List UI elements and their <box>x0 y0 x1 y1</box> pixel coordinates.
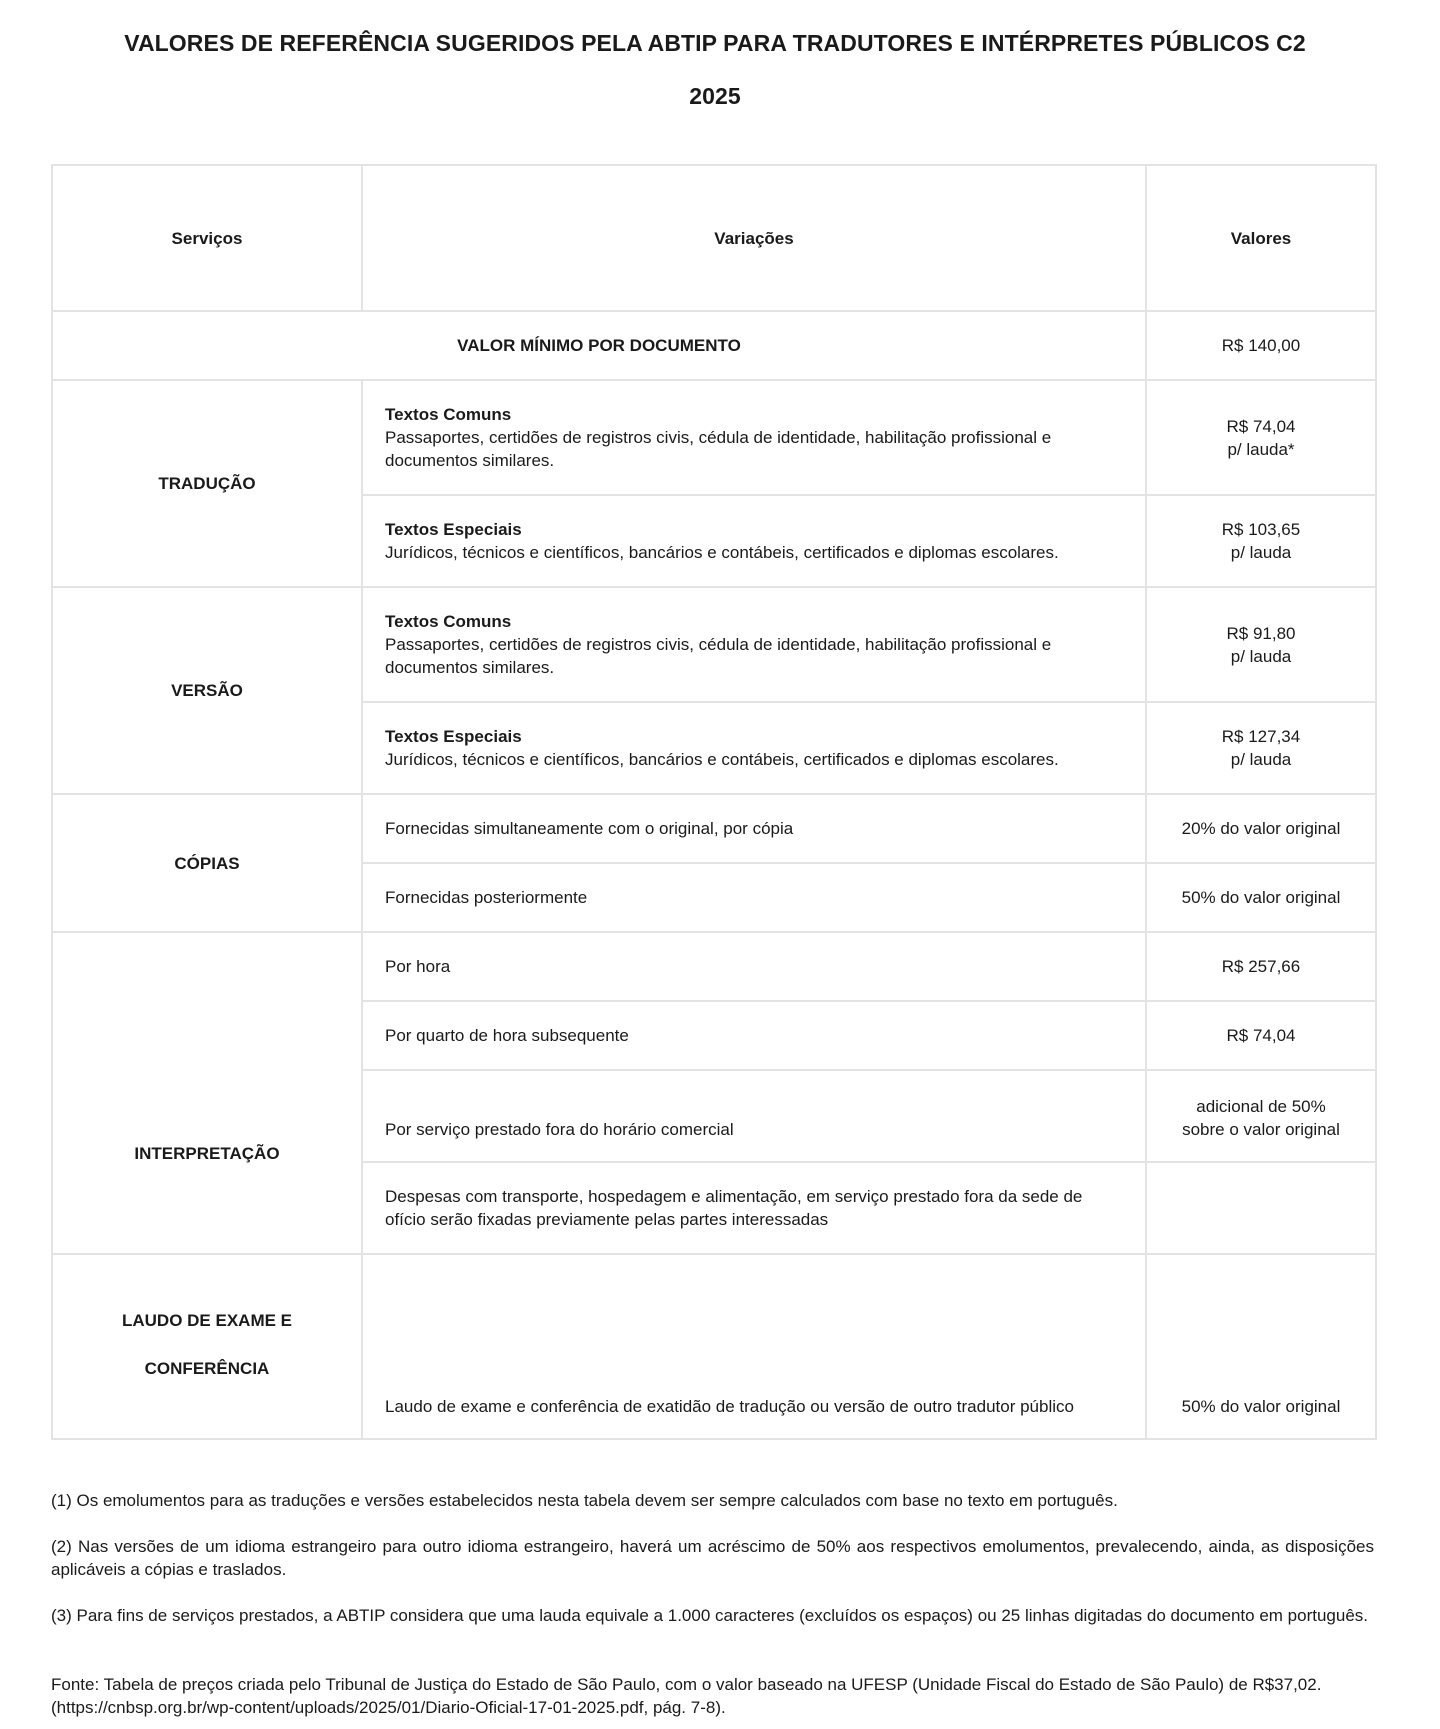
footnote-3: (3) Para fins de serviços prestados, a ABTIP considera que uma lauda equivale a 1.000 caracteres (excluídos os espaços) ou 25 linhas digitadas do documento em português. <box>51 1606 1369 1625</box>
variation-title: Textos Especiais <box>385 727 522 746</box>
variation-description: Fornecidas simultaneamente com o original, por cópia <box>362 794 1146 863</box>
page-title: VALORES DE REFERÊNCIA SUGERIDOS PELA ABTIP PARA TRADUTORES E INTÉRPRETES PÚBLICOS C2 <box>124 30 1306 56</box>
table-row <box>52 380 1376 495</box>
header-services: Serviços <box>52 165 362 311</box>
variation-cell <box>362 702 1146 794</box>
header-values: Valores <box>1146 165 1376 311</box>
variation-description: Despesas com transporte, hospedagem e alimentação, em serviço prestado fora da sede de ofício serão fixadas previamente pelas partes interessadas <box>362 1162 1146 1254</box>
variation-cell <box>362 495 1146 587</box>
service-laudo <box>52 1254 362 1439</box>
value-amount: R$ 91,80 <box>1226 623 1296 643</box>
value-cell: R$ 257,66 <box>1146 932 1376 1001</box>
table-row <box>52 794 1376 863</box>
value-cell <box>1146 587 1376 702</box>
variation-description: Por quarto de hora subsequente <box>362 1001 1146 1070</box>
table-row <box>52 587 1376 702</box>
minimum-value-label: VALOR MÍNIMO POR DOCUMENTO <box>52 311 1146 380</box>
service-copias: CÓPIAS <box>52 794 362 932</box>
value-unit: p/ lauda* <box>1227 439 1295 459</box>
service-label-line: LAUDO DE EXAME E <box>121 1311 293 1330</box>
variation-description: Por hora <box>362 932 1146 1001</box>
value-cell: 20% do valor original <box>1146 794 1376 863</box>
footnote-1: (1) Os emolumentos para as traduções e versões estabelecidos nesta tabela devem ser sempre calculados com base no texto em português. <box>51 1491 1118 1510</box>
variation-description: Passaportes, certidões de registros civis, cédula de identidade, habilitação profissional e documentos similares. <box>385 428 1052 470</box>
footnote-2: (2) Nas versões de um idioma estrangeiro para outro idioma estrangeiro, haverá um acréscimo de 50% aos respectivos emolumentos, prevalecendo, ainda, as disposições aplicáveis a cópias e traslados. <box>51 1537 1374 1579</box>
price-table <box>51 164 1377 1440</box>
value-cell <box>1146 1070 1376 1162</box>
value-cell <box>1146 702 1376 794</box>
value-unit: p/ lauda <box>1230 646 1292 666</box>
value-cell <box>1146 380 1376 495</box>
value-amount: R$ 74,04 <box>1226 416 1296 436</box>
variation-description: Fornecidas posteriormente <box>362 863 1146 932</box>
minimum-value: R$ 140,00 <box>1146 311 1376 380</box>
source-link: (https://cnbsp.org.br/wp-content/uploads/2025/01/Diario-Oficial-17-01-2025.pdf, pág. 7-8). <box>51 1698 726 1717</box>
variation-title: Textos Comuns <box>385 405 512 424</box>
value-line: adicional de 50% <box>1196 1097 1326 1116</box>
table-row <box>52 1254 1376 1439</box>
value-cell <box>1146 495 1376 587</box>
value-cell: 50% do valor original <box>1146 1254 1376 1439</box>
variation-title: Textos Comuns <box>385 612 512 631</box>
variation-description: Passaportes, certidões de registros civis, cédula de identidade, habilitação profissional e documentos similares. <box>385 635 1052 677</box>
service-interpretacao: INTERPRETAÇÃO <box>52 932 362 1254</box>
value-cell: R$ 74,04 <box>1146 1001 1376 1070</box>
value-unit: p/ lauda <box>1230 543 1292 562</box>
value-amount: R$ 127,34 <box>1221 727 1301 746</box>
variation-cell <box>362 380 1146 495</box>
variation-description: Laudo de exame e conferência de exatidão de tradução ou versão de outro tradutor público <box>362 1254 1146 1439</box>
value-cell: 50% do valor original <box>1146 863 1376 932</box>
header-variations: Variações <box>362 165 1146 311</box>
value-cell-empty <box>1146 1162 1376 1254</box>
variation-description: Jurídicos, técnicos e científicos, bancários e contábeis, certificados e diplomas escolares. <box>385 543 1059 562</box>
variation-title: Textos Especiais <box>385 520 522 539</box>
source-note <box>51 1673 1374 1719</box>
variation-cell <box>362 587 1146 702</box>
value-unit: p/ lauda <box>1230 750 1292 769</box>
source-text: Fonte: Tabela de preços criada pelo Tribunal de Justiça do Estado de São Paulo, com o valor baseado na UFESP (Unidade Fiscal do Estado de São Paulo) de R$37,02. <box>51 1675 1322 1694</box>
service-label-line: CONFERÊNCIA <box>144 1359 270 1378</box>
table-row <box>52 932 1376 1001</box>
page-title-year: 2025 <box>689 83 741 109</box>
variation-description: Por serviço prestado fora do horário comercial <box>362 1070 1146 1162</box>
value-amount: R$ 103,65 <box>1221 520 1301 539</box>
table-row <box>52 311 1376 380</box>
value-line: sobre o valor original <box>1182 1120 1340 1139</box>
variation-description: Jurídicos, técnicos e científicos, bancários e contábeis, certificados e diplomas escolares. <box>385 750 1059 769</box>
service-versao: VERSÃO <box>52 587 362 794</box>
service-traducao: TRADUÇÃO <box>52 380 362 587</box>
table-header-row <box>52 165 1376 311</box>
